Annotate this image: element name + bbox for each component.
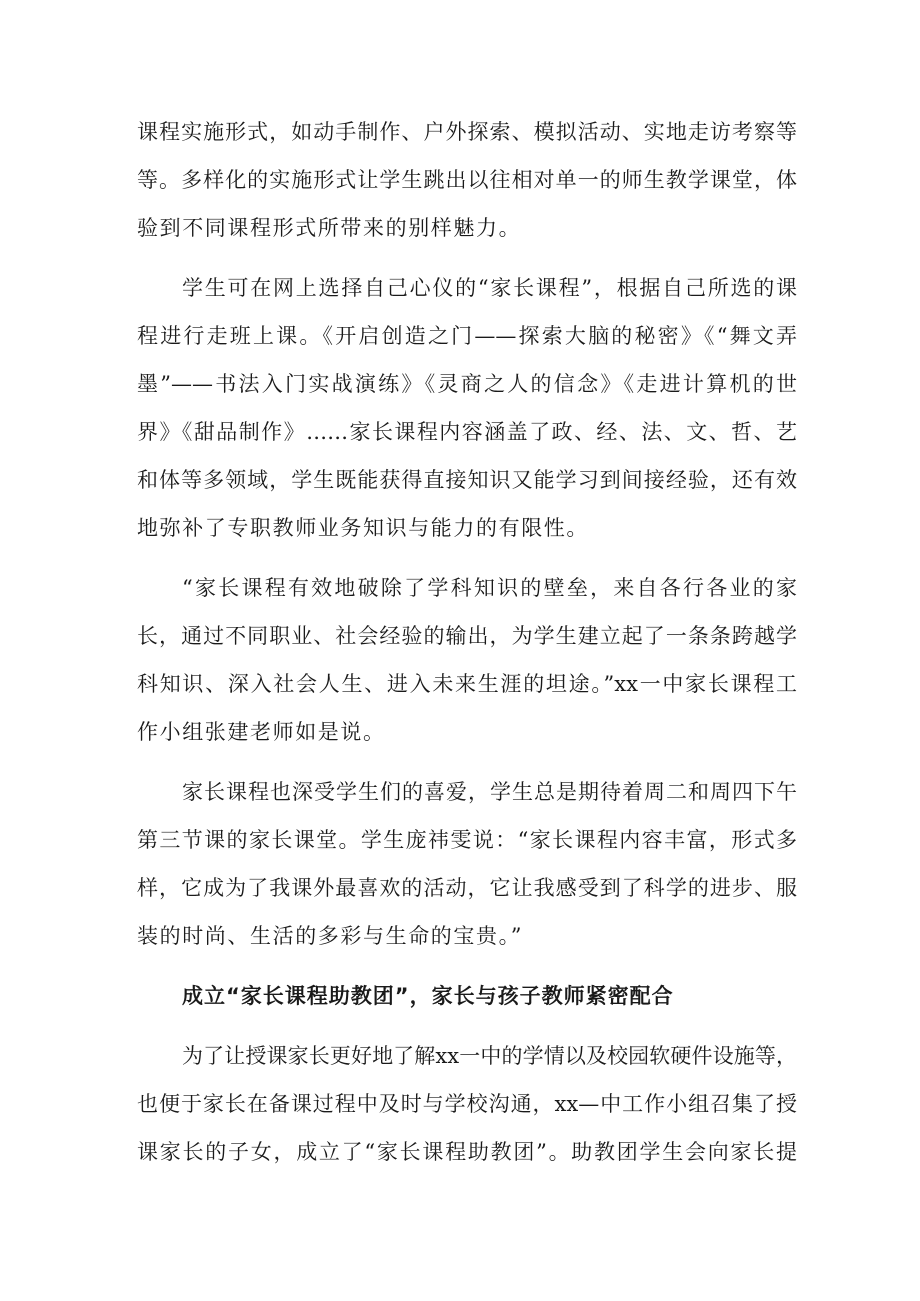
paragraph-2-line-1: 学生可在网上选择自己心仪的“家长课程”，根据自己所选的课 xyxy=(182,276,797,300)
paragraph-2-line-3: 墨”——书法入门实战演练》《灵商之人的信念》《走进计算机的世 xyxy=(137,372,797,396)
paragraph-4-line-3: 样，它成为了我课外最喜欢的活动，它让我感受到了科学的进步、服 xyxy=(137,876,797,900)
paragraph-1-line-3: 验到不同课程形式所带来的别样魅力。 xyxy=(137,216,522,240)
paragraph-3-line-3: 科知识、深入社会人生、进入未来生涯的坦途。”xx一中家长课程工 xyxy=(137,672,797,696)
paragraph-5-line-2: 也便于家长在备课过程中及时与学校沟通，xx—中工作小组召集了授 xyxy=(137,1092,797,1116)
paragraph-1-line-2: 等。多样化的实施形式让学生跳出以往相对单一的师生教学课堂，体 xyxy=(137,168,797,192)
paragraph-3-line-4: 作小组张建老师如是说。 xyxy=(137,720,386,744)
section-heading: 成立“家长课程助教团”，家长与孩子教师紧密配合 xyxy=(182,984,674,1008)
paragraph-3-line-1: “家长课程有效地破除了学科知识的壁垒，来自各行各业的家 xyxy=(182,576,797,600)
paragraph-5-line-3: 课家长的子女，成立了“家长课程助教团”。助教团学生会向家长提 xyxy=(137,1140,797,1164)
paragraph-2-line-6: 地弥补了专职教师业务知识与能力的有限性。 xyxy=(137,516,589,540)
paragraph-4-line-1: 家长课程也深受学生们的喜爱，学生总是期待着周二和周四下午 xyxy=(182,780,797,804)
paragraph-2-line-2: 程进行走班上课。《开启创造之门——探索大脑的秘密》《“舞文弄 xyxy=(137,324,797,348)
paragraph-5-line-1: 为了让授课家长更好地了解xx一中的学情以及校园软硬件设施等， xyxy=(182,1044,797,1068)
paragraph-3-line-2: 长，通过不同职业、社会经验的输出，为学生建立起了一条条跨越学 xyxy=(137,624,797,648)
paragraph-2-line-5: 和体等多领域，学生既能获得直接知识又能学习到间接经验，还有效 xyxy=(137,468,797,492)
paragraph-4-line-2: 第三节课的家长课堂。学生庞祎雯说：“家长课程内容丰富，形式多 xyxy=(137,828,797,852)
paragraph-1-line-1: 课程实施形式，如动手制作、户外探索、模拟活动、实地走访考察等 xyxy=(137,120,797,144)
paragraph-4-line-4: 装的时尚、生活的多彩与生命的宝贵。” xyxy=(137,924,524,948)
paragraph-2-line-4: 界》《甜品制作》……家长课程内容涵盖了政、经、法、文、哲、艺 xyxy=(137,420,797,444)
